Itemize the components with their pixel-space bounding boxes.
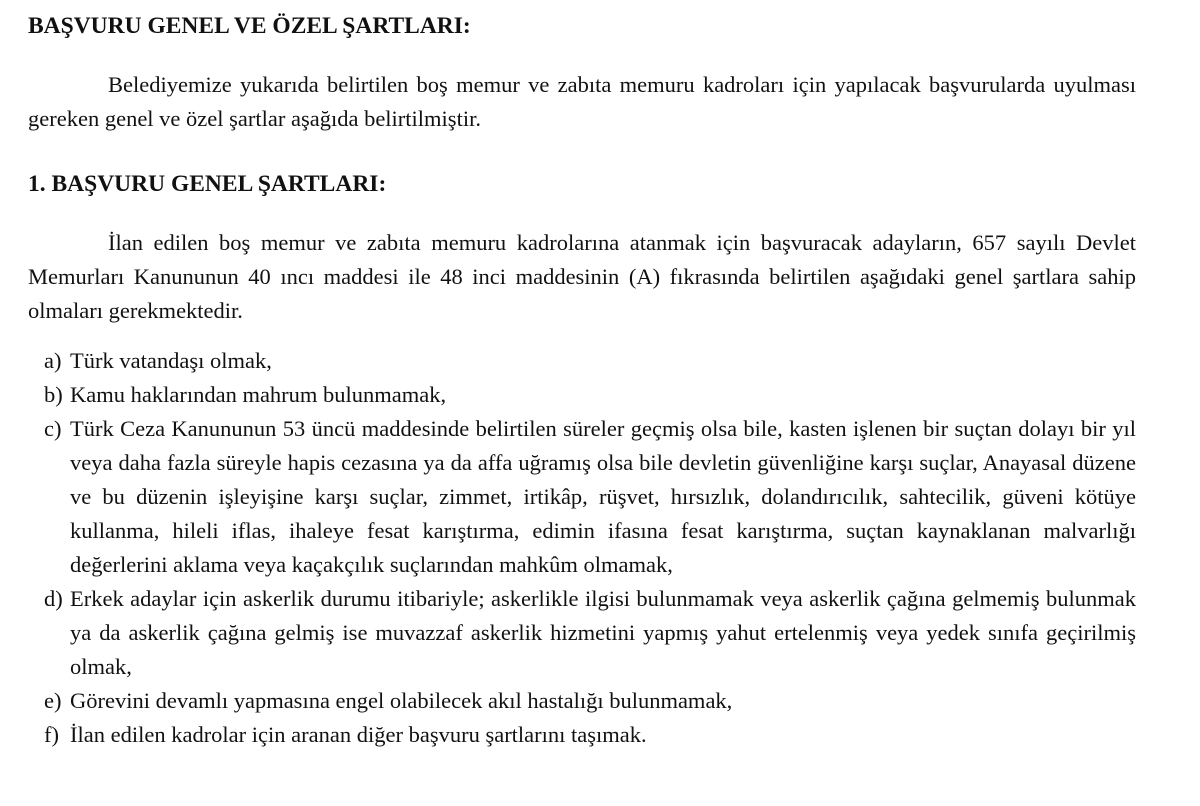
- list-item: [44, 378, 1136, 412]
- list-item-text: Erkek adaylar için askerlik durumu itibariyle; askerlikle ilgisi bulunmamak veya askerlik çağına gelmemiş bulunmak ya da askerlik çağına gelmiş ise muvazzaf askerlik hizmetini yapmış yahut ertelenmiş veya yedek sınıfa geçirilmiş olmak,: [70, 586, 1136, 679]
- list-item-marker: f): [44, 722, 59, 747]
- list-item-marker: b): [44, 382, 63, 407]
- list-item-text: İlan edilen kadrolar için aranan diğer başvuru şartlarını taşımak.: [70, 722, 647, 747]
- list-item: [44, 684, 1136, 718]
- list-item: [44, 582, 1136, 684]
- list-item: [44, 344, 1136, 378]
- section-paragraph: İlan edilen boş memur ve zabıta memuru kadrolarına atanmak için başvuracak adayların, 657 sayılı Devlet Memurları Kanununun 40 ıncı maddesi ile 48 inci maddesinin (A) fıkrasında belirtilen aşağıdaki genel şartlara sahip olmaları gerekmektedir.: [28, 230, 1136, 323]
- intro-paragraph: Belediyemize yukarıda belirtilen boş memur ve zabıta memuru kadroları için yapılacak başvurularda uyulması gereken genel ve özel şartlar aşağıda belirtilmiştir.: [28, 72, 1136, 131]
- list-item: [44, 412, 1136, 582]
- list-item-text: Türk Ceza Kanununun 53 üncü maddesinde belirtilen süreler geçmiş olsa bile, kasten işlenen bir suçtan dolayı bir yıl veya daha fazla süreyle hapis cezasına ya da affa uğramış olsa bile devletin güvenliğine karşı suçlar, Anayasal düzene ve bu düzenin işleyişine karşı suçlar, zimmet, irtikâp, rüşvet, hırsızlık, dolandırıcılık, sahtecilik, güveni kötüye kullanma, hileli iflas, ihaleye fesat karıştırma, edimin ifasına fesat karıştırma, suçtan kaynaklanan malvarlığı değerlerini aklama veya kaçakçılık suçlarından mahkûm olmamak,: [70, 416, 1136, 577]
- requirements-list: [44, 344, 1136, 752]
- list-item-text: Türk vatandaşı olmak,: [70, 348, 272, 373]
- document-title: BAŞVURU GENEL VE ÖZEL ŞARTLARI:: [28, 13, 471, 39]
- list-item-marker: d): [44, 586, 63, 611]
- list-item-text: Görevini devamlı yapmasına engel olabilecek akıl hastalığı bulunmamak,: [70, 688, 733, 713]
- list-item-marker: c): [44, 416, 62, 441]
- list-item: [44, 718, 1136, 752]
- list-item-marker: a): [44, 348, 62, 373]
- list-item-marker: e): [44, 688, 62, 713]
- list-item-text: Kamu haklarından mahrum bulunmamak,: [70, 382, 447, 407]
- section-heading: 1. BAŞVURU GENEL ŞARTLARI:: [28, 171, 387, 197]
